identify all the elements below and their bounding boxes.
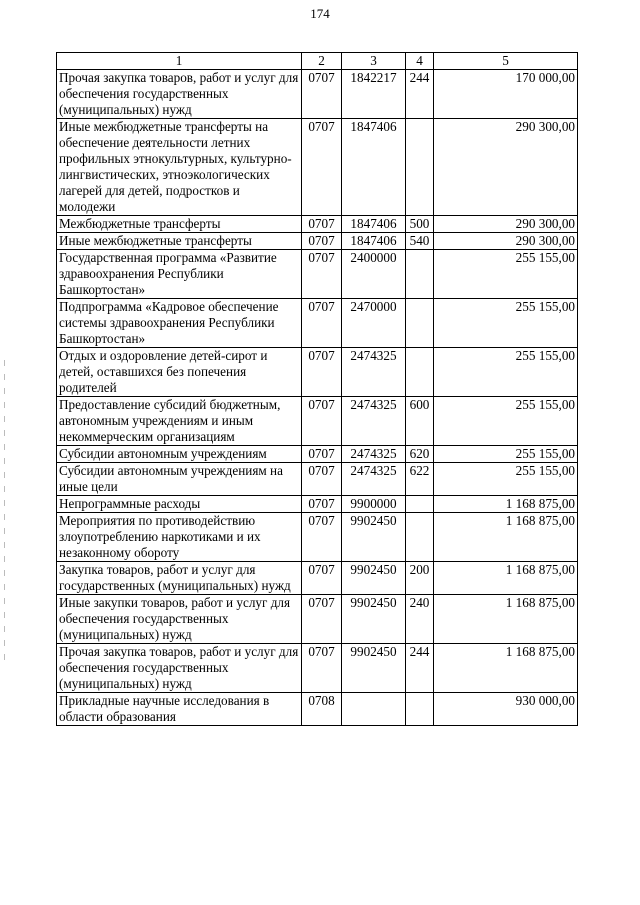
- row-article: 1842217: [342, 70, 406, 119]
- row-type: 620: [406, 446, 434, 463]
- row-type: [406, 250, 434, 299]
- table-row: [57, 496, 578, 513]
- row-name: Межбюджетные трансферты: [57, 216, 302, 233]
- row-name: Иные закупки товаров, работ и услуг для обеспечения государственных (муниципальных) нужд: [57, 595, 302, 644]
- header-cell-section: 2: [302, 53, 342, 70]
- row-name: Субсидии автономным учреждениям: [57, 446, 302, 463]
- budget-table: [56, 52, 578, 726]
- row-amount: 290 300,00: [434, 233, 578, 250]
- row-name: Субсидии автономным учреждениям на иные цели: [57, 463, 302, 496]
- row-amount: 290 300,00: [434, 119, 578, 216]
- table-row: [57, 119, 578, 216]
- row-section: 0707: [302, 299, 342, 348]
- row-article: 9902450: [342, 595, 406, 644]
- row-type: 622: [406, 463, 434, 496]
- row-type: 244: [406, 644, 434, 693]
- table-row: [57, 446, 578, 463]
- row-type: 244: [406, 70, 434, 119]
- row-article: 2474325: [342, 463, 406, 496]
- row-type: 240: [406, 595, 434, 644]
- table-row: [57, 299, 578, 348]
- table-row: [57, 513, 578, 562]
- row-section: 0707: [302, 562, 342, 595]
- row-name: Государственная программа «Развитие здравоохранения Республики Башкортостан»: [57, 250, 302, 299]
- page-number: 174: [310, 6, 330, 21]
- row-section: 0707: [302, 496, 342, 513]
- table-row: [57, 562, 578, 595]
- row-type: 540: [406, 233, 434, 250]
- row-section: 0707: [302, 216, 342, 233]
- row-type: [406, 299, 434, 348]
- row-amount: 170 000,00: [434, 70, 578, 119]
- row-name: Непрограммные расходы: [57, 496, 302, 513]
- header-cell-name: 1: [57, 53, 302, 70]
- row-amount: 255 155,00: [434, 463, 578, 496]
- row-name: Прикладные научные исследования в области образования: [57, 693, 302, 726]
- row-type: 200: [406, 562, 434, 595]
- row-amount: 1 168 875,00: [434, 496, 578, 513]
- row-article: 9902450: [342, 644, 406, 693]
- row-article: 9902450: [342, 562, 406, 595]
- row-section: 0707: [302, 250, 342, 299]
- row-name: Закупка товаров, работ и услуг для государственных (муниципальных) нужд: [57, 562, 302, 595]
- row-article: 9900000: [342, 496, 406, 513]
- row-type: [406, 496, 434, 513]
- row-article: 1847406: [342, 233, 406, 250]
- table-row: [57, 463, 578, 496]
- row-amount: 255 155,00: [434, 250, 578, 299]
- scan-edge-mark: [4, 360, 5, 660]
- row-type: 600: [406, 397, 434, 446]
- row-article: 2474325: [342, 397, 406, 446]
- row-amount: 255 155,00: [434, 299, 578, 348]
- row-name: Отдых и оздоровление детей-сирот и детей, оставшихся без попечения родителей: [57, 348, 302, 397]
- row-name: Иные межбюджетные трансферты: [57, 233, 302, 250]
- row-section: 0707: [302, 348, 342, 397]
- row-amount: 290 300,00: [434, 216, 578, 233]
- row-article: [342, 693, 406, 726]
- table-row: [57, 595, 578, 644]
- row-name: Иные межбюджетные трансферты на обеспечение деятельности летних профильных этнокультурных, культурно-лингвистических, этноэкологических лагерей для детей, подростков и молодежи: [57, 119, 302, 216]
- row-section: 0707: [302, 595, 342, 644]
- row-section: 0707: [302, 446, 342, 463]
- row-section: 0707: [302, 119, 342, 216]
- row-amount: 1 168 875,00: [434, 562, 578, 595]
- row-section: 0707: [302, 233, 342, 250]
- row-name: Прочая закупка товаров, работ и услуг для обеспечения государственных (муниципальных) нужд: [57, 70, 302, 119]
- table-row: [57, 693, 578, 726]
- row-section: 0707: [302, 70, 342, 119]
- table-row: [57, 233, 578, 250]
- row-amount: 255 155,00: [434, 348, 578, 397]
- row-amount: 930 000,00: [434, 693, 578, 726]
- row-section: 0707: [302, 644, 342, 693]
- row-type: [406, 119, 434, 216]
- table-row: [57, 216, 578, 233]
- header-row: [57, 53, 578, 70]
- row-amount: 1 168 875,00: [434, 513, 578, 562]
- row-article: 2474325: [342, 348, 406, 397]
- row-section: 0707: [302, 463, 342, 496]
- row-name: Мероприятия по противодействию злоупотреблению наркотиками и их незаконному обороту: [57, 513, 302, 562]
- row-amount: 255 155,00: [434, 397, 578, 446]
- row-amount: 1 168 875,00: [434, 595, 578, 644]
- row-article: 2470000: [342, 299, 406, 348]
- row-name: Прочая закупка товаров, работ и услуг для обеспечения государственных (муниципальных) нужд: [57, 644, 302, 693]
- row-type: 500: [406, 216, 434, 233]
- row-type: [406, 513, 434, 562]
- row-amount: 255 155,00: [434, 446, 578, 463]
- row-section: 0708: [302, 693, 342, 726]
- row-type: [406, 693, 434, 726]
- row-article: 1847406: [342, 216, 406, 233]
- table-row: [57, 250, 578, 299]
- row-amount: 1 168 875,00: [434, 644, 578, 693]
- row-article: 1847406: [342, 119, 406, 216]
- table-row: [57, 644, 578, 693]
- header-cell-article: 3: [342, 53, 406, 70]
- row-type: [406, 348, 434, 397]
- table-row: [57, 397, 578, 446]
- row-article: 2400000: [342, 250, 406, 299]
- row-name: Подпрограмма «Кадровое обеспечение системы здравоохранения Республики Башкортостан»: [57, 299, 302, 348]
- row-section: 0707: [302, 513, 342, 562]
- header-cell-type: 4: [406, 53, 434, 70]
- row-name: Предоставление субсидий бюджетным, автономным учреждениям и иным некоммерческим организациям: [57, 397, 302, 446]
- table-row: [57, 348, 578, 397]
- table-row: [57, 70, 578, 119]
- header-cell-amount: 5: [434, 53, 578, 70]
- row-section: 0707: [302, 397, 342, 446]
- row-article: 9902450: [342, 513, 406, 562]
- row-article: 2474325: [342, 446, 406, 463]
